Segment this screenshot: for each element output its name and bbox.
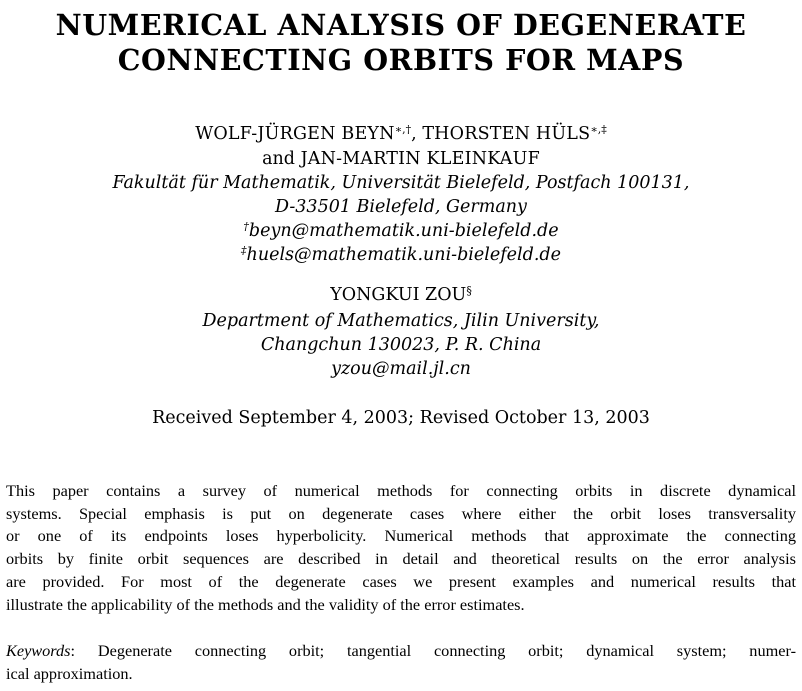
affiliation-jilin (0, 309, 802, 381)
keywords-colon: : (70, 641, 98, 660)
abstract-line: illustrate the applicability of the methods and the validity of the error estimates. (6, 594, 525, 614)
author-zou-mark: § (466, 284, 472, 297)
author-beyn: WOLF-JÜRGEN BEYN (195, 124, 395, 144)
received-dates: Received September 4, 2003; Revised October 13, 2003 (152, 408, 650, 428)
keywords-label: Keywords (6, 641, 71, 660)
email-huels: huels@mathematik.uni-bielefeld.de (246, 245, 561, 265)
authors-line-1 (0, 122, 802, 146)
keywords-text-2: ical approximation. (6, 663, 133, 683)
email-beyn-line (0, 219, 802, 243)
abstract-line: or one of its endpoints loses hyperbolicity. Numerical methods that approximate the connecting (6, 526, 796, 546)
author-and: and (262, 149, 301, 169)
title-line-1: NUMERICAL ANALYSIS OF DEGENERATE (55, 8, 747, 42)
title-line-2: CONNECTING ORBITS FOR MAPS (117, 43, 685, 77)
email-beyn: beyn@mathematik.uni-bielefeld.de (248, 221, 559, 241)
email-huels-mark: ‡ (241, 244, 247, 257)
affiliation-1-line-2: D-33501 Bielefeld, Germany (275, 197, 527, 217)
abstract-line: are provided. For most of the degenerate cases we present examples and numerical results that (6, 571, 796, 591)
affiliation-bielefeld (0, 171, 802, 267)
email-beyn-mark: † (243, 220, 249, 233)
author-huels-marks: ∗,‡ (590, 123, 607, 136)
keywords-line-1 (6, 640, 796, 663)
affiliation-2-line-1: Department of Mathematics, Jilin University, (202, 311, 600, 331)
keywords-text-1: Degenerate connecting orbit; tangential connecting orbit; dynamical system; numer- (97, 641, 796, 660)
email-zou: yzou@mail.jl.cn (331, 359, 471, 379)
abstract-line: This paper contains a survey of numerical methods for connecting orbits in discrete dynamical (6, 481, 796, 500)
abstract-line: systems. Special emphasis is put on degenerate cases where either the orbit loses transversality (6, 503, 796, 523)
paper-title (0, 8, 802, 78)
abstract (6, 480, 796, 616)
author-list-2 (0, 283, 802, 307)
affiliation-1-line-1: Fakultät für Mathematik, Universität Bielefeld, Postfach 100131, (112, 173, 690, 193)
author-huels: THORSTEN HÜLS (422, 124, 591, 144)
author-zou: YONGKUI ZOU (330, 285, 467, 305)
abstract-line: orbits by finite orbit sequences are described in detail and theoretical results on the error analysis (6, 549, 796, 569)
keywords (6, 640, 796, 685)
author-beyn-marks: ∗,† (394, 123, 412, 136)
author-kleinkauf: JAN-MARTIN KLEINKAUF (300, 149, 540, 169)
author-list-1 (0, 122, 802, 171)
authors-line-2 (0, 147, 802, 171)
email-huels-line (0, 243, 802, 267)
author-separator: , (411, 124, 423, 144)
affiliation-2-line-2: Changchun 130023, P. R. China (260, 335, 542, 355)
